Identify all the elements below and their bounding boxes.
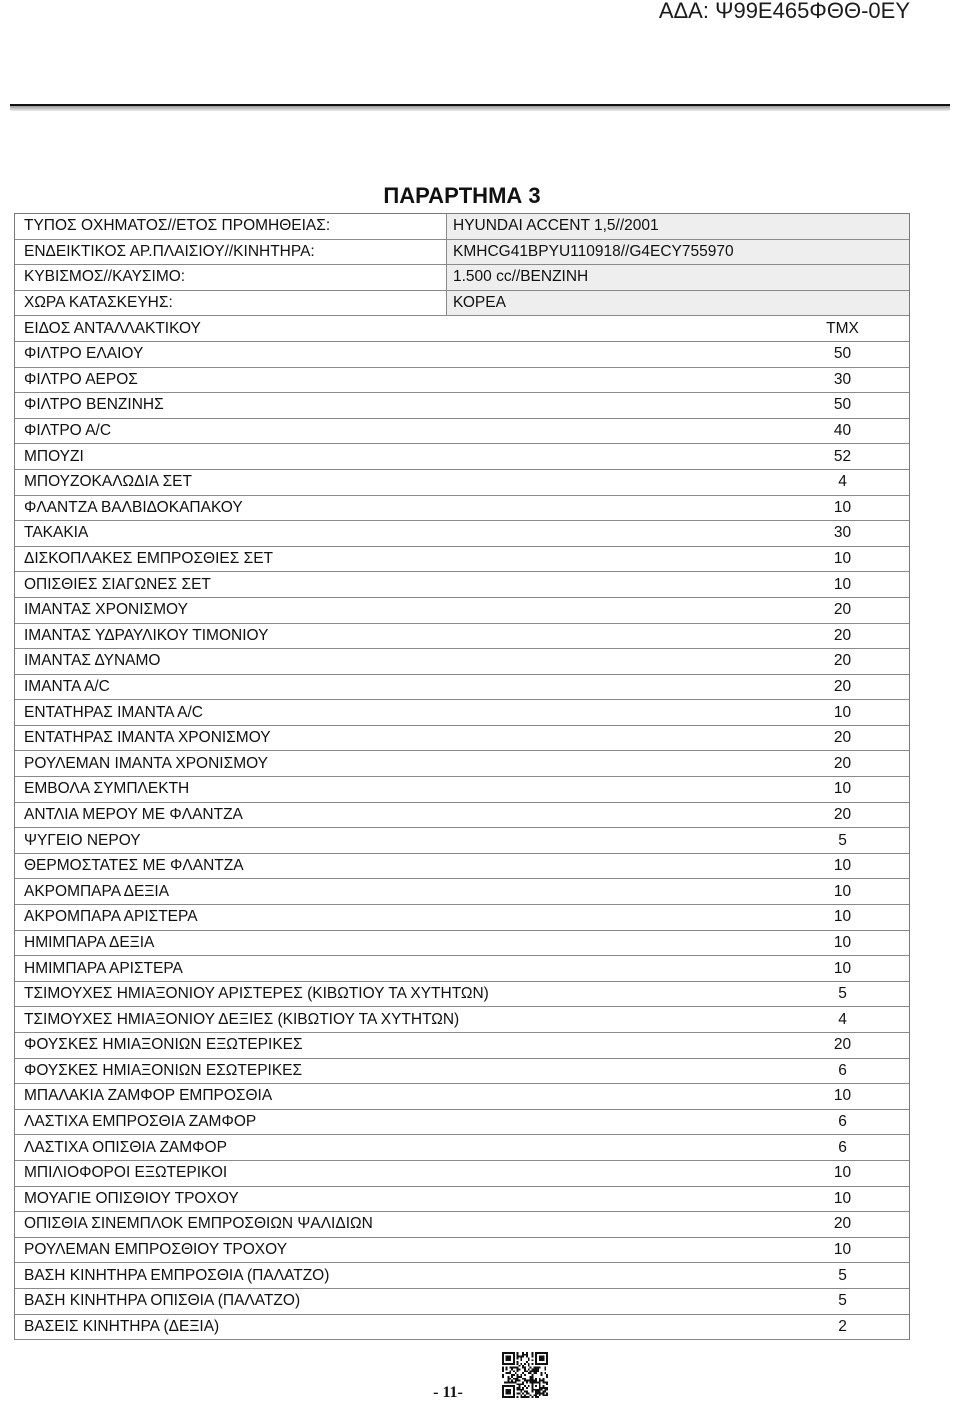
part-name: ΗΜΙΜΠΑΡΑ ΔΕΞΙΑ: [24, 933, 155, 951]
part-quantity: 5: [838, 1292, 847, 1310]
part-name: ΒΑΣΕΙΣ ΚΙΝΗΤΗΡΑ (ΔΕΞΙΑ): [24, 1317, 220, 1335]
part-quantity: 10: [833, 959, 852, 977]
part-name: ΦΙΛΤΡΟ ΕΛΑΙΟΥ: [24, 345, 144, 363]
vehicle-info-label: ΤΥΠΟΣ ΟΧΗΜΑΤΟΣ//ΕΤΟΣ ΠΡΟΜΗΘΕΙΑΣ:: [24, 217, 331, 235]
vehicle-info-value: HYUNDAI ACCENT 1,5//2001: [446, 214, 909, 239]
part-name: ΑΚΡΟΜΠΑΡΑ ΑΡΙΣΤΕΡΑ: [24, 908, 198, 926]
part-quantity: 10: [833, 780, 852, 798]
table-row: [15, 726, 909, 752]
part-quantity: 10: [833, 703, 852, 721]
part-quantity: 4: [838, 473, 847, 491]
part-quantity: 30: [833, 370, 852, 388]
part-quantity: 10: [833, 933, 852, 951]
table-row: [15, 1110, 909, 1136]
part-quantity: 10: [833, 857, 852, 875]
vehicle-info-value: ΚΟΡΕΑ: [446, 291, 909, 316]
part-name: ΛΑΣΤΙΧΑ ΕΜΠΡΟΣΘΙΑ ΖΑΜΦΟΡ: [24, 1113, 257, 1131]
table-row: [15, 1084, 909, 1110]
table-row: [15, 1289, 909, 1315]
table-row: [15, 624, 909, 650]
part-quantity: 10: [833, 575, 852, 593]
part-name: ΦΙΛΤΡΟ Α/C: [24, 422, 112, 440]
part-quantity: 4: [838, 1010, 847, 1028]
part-quantity: 6: [838, 1113, 847, 1131]
document-ada-code: ΑΔΑ: Ψ99Ε465ΦΘΘ-0ΕΥ: [658, 0, 910, 23]
part-name: ΦΙΛΤΡΟ ΒΕΝΖΙΝΗΣ: [24, 396, 164, 414]
part-quantity: 10: [833, 1189, 852, 1207]
part-name: ΕΝΤΑΤΗΡΑΣ ΙΜΑΝΤΑ ΧΡΟΝΙΣΜΟΥ: [24, 729, 271, 747]
table-row: [15, 675, 909, 701]
part-name: ΤΣΙΜΟΥΧΕΣ ΗΜΙΑΞΟΝΙΟΥ ΑΡΙΣΤΕΡΕΣ (ΚΙΒΩΤΙΟΥ ΤΑ ΧΥΤΗΤΩΝ): [24, 985, 489, 1003]
part-quantity: 10: [833, 908, 852, 926]
part-name: ΤΣΙΜΟΥΧΕΣ ΗΜΙΑΞΟΝΙΟΥ ΔΕΞΙΕΣ (ΚΙΒΩΤΙΟΥ ΤΑ ΧΥΤΗΤΩΝ): [24, 1010, 460, 1028]
part-quantity: 20: [833, 1036, 852, 1054]
part-name: ΨΥΓΕΙΟ ΝΕΡΟΥ: [24, 831, 141, 849]
table-row: [15, 1187, 909, 1213]
part-name: ΗΜΙΜΠΑΡΑ ΑΡΙΣΤΕΡΑ: [24, 959, 183, 977]
table-row: [15, 1212, 909, 1238]
part-name: ΛΑΣΤΙΧΑ ΟΠΙΣΘΙΑ ΖΑΜΦΟΡ: [24, 1138, 227, 1156]
vehicle-info-label: ΕΝΔΕΙΚΤΙΚΟΣ ΑΡ.ΠΛΑΙΣΙΟΥ//ΚΙΝΗΤΗΡΑ:: [24, 242, 315, 260]
part-name: ΑΚΡΟΜΠΑΡΑ ΔΕΞΙΑ: [24, 882, 170, 900]
part-quantity: 50: [833, 345, 852, 363]
table-row: [15, 393, 909, 419]
part-name: ΙΜΑΝΤΑ Α/C: [24, 677, 110, 695]
part-quantity: 10: [833, 1087, 852, 1105]
part-quantity: 52: [833, 447, 852, 465]
part-name: ΙΜΑΝΤΑΣ ΔΥΝΑΜΟ: [24, 652, 161, 670]
part-name: ΜΠΙΛΙΟΦΟΡΟΙ ΕΞΩΤΕΡΙΚΟΙ: [24, 1164, 228, 1182]
table-row: [15, 1315, 909, 1341]
part-quantity: 10: [833, 1241, 852, 1259]
vehicle-info-value: KMHCG41BPYU110918//G4ECY755970: [446, 240, 909, 265]
part-quantity: 20: [833, 805, 852, 823]
part-name: ΤΑΚΑΚΙΑ: [24, 524, 89, 542]
part-name: ΙΜΑΝΤΑΣ ΥΔΡΑΥΛΙΚΟΥ ΤΙΜΟΝΙΟΥ: [24, 626, 269, 644]
part-quantity: 20: [833, 652, 852, 670]
table-row: [15, 879, 909, 905]
part-quantity: 5: [838, 831, 847, 849]
part-quantity: 20: [833, 1215, 852, 1233]
table-row: [15, 598, 909, 624]
part-name: ΦΛΑΝΤΖΑ ΒΑΛΒΙΔΟΚΑΠΑΚΟΥ: [24, 498, 243, 516]
part-name: ΕΜΒΟΛΑ ΣΥΜΠΛΕΚΤΗ: [24, 780, 190, 798]
vehicle-info-row: [15, 291, 909, 317]
table-row: [15, 751, 909, 777]
part-quantity: 10: [833, 550, 852, 568]
parts-table: [14, 213, 910, 1340]
part-quantity: 5: [838, 985, 847, 1003]
part-quantity: 2: [838, 1317, 847, 1335]
table-row: [15, 1033, 909, 1059]
table-row: [15, 803, 909, 829]
vehicle-info-value: 1.500 cc//ΒΕΝΖΙΝΗ: [446, 265, 909, 290]
table-row: [15, 1161, 909, 1187]
part-quantity: 5: [838, 1266, 847, 1284]
part-quantity: 6: [838, 1138, 847, 1156]
table-row: [15, 444, 909, 470]
header-rule-shadow: [10, 106, 950, 111]
table-row: [15, 956, 909, 982]
part-name: ΦΙΛΤΡΟ ΑΕΡΟΣ: [24, 370, 138, 388]
parts-list: [15, 342, 909, 1340]
part-name: ΟΠΙΣΘΙΕΣ ΣΙΑΓΩΝΕΣ ΣΕΤ: [24, 575, 211, 593]
part-name: ΒΑΣΗ ΚΙΝΗΤΗΡΑ ΕΜΠΡΟΣΘΙΑ (ΠΑΛΑΤΖΟ): [24, 1266, 330, 1284]
page-title: ΠΑΡΑΡΤΗΜΑ 3: [383, 183, 541, 208]
table-row: [15, 1135, 909, 1161]
table-row: [15, 496, 909, 522]
part-quantity: 10: [833, 1164, 852, 1182]
table-row: [15, 982, 909, 1008]
table-row: [15, 521, 909, 547]
part-quantity: 10: [833, 498, 852, 516]
table-row: [15, 700, 909, 726]
qr-code-icon: [502, 1352, 548, 1398]
table-row: [15, 905, 909, 931]
part-name: ΜΠΟΥΖΙ: [24, 447, 84, 465]
part-name: ΕΝΤΑΤΗΡΑΣ ΙΜΑΝΤΑ Α/C: [24, 703, 203, 721]
table-row: [15, 828, 909, 854]
table-row: [15, 572, 909, 598]
part-quantity: 30: [833, 524, 852, 542]
table-row: [15, 1263, 909, 1289]
table-row: [15, 931, 909, 957]
table-row: [15, 419, 909, 445]
part-quantity: 20: [833, 754, 852, 772]
part-name: ΘΕΡΜΟΣΤΑΤΕΣ ΜΕ ΦΛΑΝΤΖΑ: [24, 857, 244, 875]
part-quantity: 20: [833, 677, 852, 695]
part-name: ΙΜΑΝΤΑΣ ΧΡΟΝΙΣΜΟΥ: [24, 601, 188, 619]
part-quantity: 50: [833, 396, 852, 414]
table-row: [15, 368, 909, 394]
table-row: [15, 1007, 909, 1033]
part-quantity: 40: [833, 422, 852, 440]
part-name: ΑΝΤΛΙΑ ΜΕΡΟΥ ΜΕ ΦΛΑΝΤΖΑ: [24, 805, 243, 823]
vehicle-info-row: [15, 240, 909, 266]
page-number: - 11-: [433, 1384, 463, 1401]
table-row: [15, 547, 909, 573]
vehicle-info-row: [15, 214, 909, 240]
part-name: ΟΠΙΣΘΙΑ ΣΙΝΕΜΠΛΟΚ ΕΜΠΡΟΣΘΙΩΝ ΨΑΛΙΔΙΩΝ: [24, 1215, 373, 1233]
part-quantity: 20: [833, 729, 852, 747]
table-row: [15, 777, 909, 803]
vehicle-info-label: ΧΩΡΑ ΚΑΤΑΣΚΕΥΗΣ:: [24, 294, 173, 312]
part-name: ΒΑΣΗ ΚΙΝΗΤΗΡΑ ΟΠΙΣΘΙΑ (ΠΑΛΑΤΖΟ): [24, 1292, 301, 1310]
part-quantity: 20: [833, 626, 852, 644]
table-row: [15, 1238, 909, 1264]
part-name: ΡΟΥΛΕΜΑΝ ΕΜΠΡΟΣΘΙΟΥ ΤΡΟΧΟΥ: [24, 1241, 288, 1259]
table-row: [15, 342, 909, 368]
table-row: [15, 854, 909, 880]
part-name: ΦΟΥΣΚΕΣ ΗΜΙΑΞΟΝΙΩΝ ΕΞΩΤΕΡΙΚΕΣ: [24, 1036, 303, 1054]
table-header-row: [15, 316, 909, 342]
vehicle-info-row: [15, 265, 909, 291]
part-name: ΜΠΟΥΖΟΚΑΛΩΔΙΑ ΣΕΤ: [24, 473, 192, 491]
part-name: ΜΠΑΛΑΚΙΑ ΖΑΜΦΟΡ ΕΜΠΡΟΣΘΙΑ: [24, 1087, 273, 1105]
table-row: [15, 649, 909, 675]
table-row: [15, 1059, 909, 1085]
part-quantity: 20: [833, 601, 852, 619]
column-header-qty: ΤΜΧ: [826, 319, 859, 337]
part-name: ΡΟΥΛΕΜΑΝ ΙΜΑΝΤΑ ΧΡΟΝΙΣΜΟΥ: [24, 754, 269, 772]
part-name: ΜΟΥΑΓΙΕ ΟΠΙΣΘΙΟΥ ΤΡΟΧΟΥ: [24, 1189, 239, 1207]
part-name: ΔΙΣΚΟΠΛΑΚΕΣ ΕΜΠΡΟΣΘΙΕΣ ΣΕΤ: [24, 550, 274, 568]
part-name: ΦΟΥΣΚΕΣ ΗΜΙΑΞΟΝΙΩΝ ΕΣΩΤΕΡΙΚΕΣ: [24, 1061, 303, 1079]
part-quantity: 10: [833, 882, 852, 900]
table-row: [15, 470, 909, 496]
column-header-item: ΕΙΔΟΣ ΑΝΤΑΛΛΑΚΤΙΚΟΥ: [24, 319, 201, 337]
part-quantity: 6: [838, 1061, 847, 1079]
vehicle-info-label: ΚΥΒΙΣΜΟΣ//ΚΑΥΣΙΜΟ:: [24, 268, 186, 286]
